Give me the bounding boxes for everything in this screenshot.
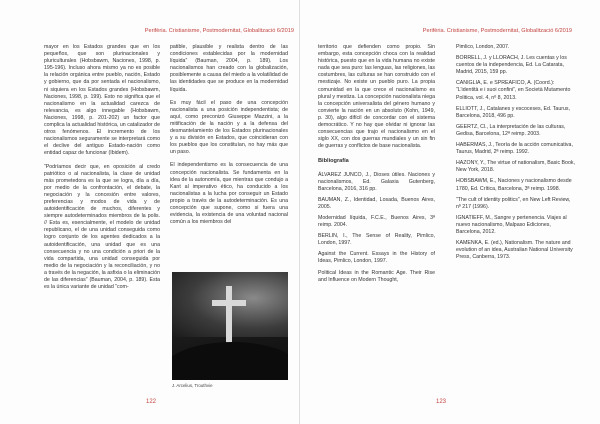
- bibliography-entry: IGNATIEFF, M., Sangre y pertenencia. Viajes al nuevo nacionalismo, Malpaso Ediciones, Barcelona, 2012.: [456, 214, 567, 235]
- bibliography-entry: KAMENKA, E. (ed.), Nationalism. The nature and evolution of an idea, Australian National University Press, Canberra, 1973.: [456, 240, 573, 261]
- bibliography-entry: HOBSBAWM, E., Naciones y nacionalismo desde 1780, Ed. Crítica, Barcelona, 3ª reimp. 1998.: [456, 178, 572, 192]
- bibliography-entry: Political Ideas in the Romantic Age. Their Rise and Influence on Modern Thought,: [318, 269, 435, 283]
- right-column-1: [318, 44, 435, 288]
- bibliography-entry: Against the Current. Essays in the History of Ideas, Pimlico, London, 1997.: [318, 251, 435, 265]
- paragraph: El independentismo es la consecuencia de una concepción nacionalista. Se fundamenta en la idea de la autonomía, que mientras que condujo a Kant al imperativo ético, ha conducido a los nacionalistas a la lucha por conseguir un Estado propio a través de la autodeterminación. Es una concepción que supone, como si fuera una evidencia, la existencia de una voluntad nacional común a los miembros del: [170, 162, 288, 226]
- bibliography-entry: BORRELL, J. y LLORACH, J. Les cuentas y los cuentos de la independencia, Ed. La Catarata, Madrid, 2015, 159 pp.: [456, 55, 567, 76]
- photo-hill: [172, 342, 288, 380]
- bibliography-entry: Modernidad líquida, F.C.E., Buenos Aires, 3ª reimp. 2004.: [318, 214, 435, 229]
- bibliography-entry: ÁLVAREZ JUNCO, J., Dioses útiles. Naciones y nacionalismos, Ed. Galaxia Gutenberg, Barcelona, 2016, 316 pp.: [318, 171, 435, 192]
- cross-photo: [172, 272, 288, 380]
- paragraph: “Podríamos decir que, en oposición al credo patriótico o al nacionalista, la clase de unidad más prometedora es la que se logra, día a día, por medio de la confrontación, el debate, la negociación y la concesión entre valores, preferencias y modos de vida y de autoidentificación de muchos, diferentes y siempre autodeterminados miembros de la polis. // Esta es, esencialmente, el modelo de unidad republicano, el de una unidad conseguida como logro conjunto de los agentes dedicados a la autoidentificación, una unidad que es una consecuencia y no una condición a priori de la vida compartida, una unidad conseguida por medio de la negociación y la reconciliación, y no a través de la negación, la asfixia o la eliminación de las diferencias” (Bauman, 2004, p. 189). Esta es la única variante de unidad “com-: [44, 163, 160, 291]
- bibliography-entry: GEERTZ, Cl., La interpretación de las culturas, Gedisa, Barcelona, 12ª reimp. 2003.: [456, 123, 566, 137]
- running-head-right: Perifèria. Cristianisme, Postmodernitat, Globalització 6/2019: [422, 28, 572, 34]
- photo-caption: J. Arcelius, Trouthvie: [172, 383, 213, 388]
- bibliography-entry: CANIGLIA, E. e SPREAFICO, A. (Coord.): “L’identità e i suoi confini”, en Società Mutamento Politica, vol. 4, nº 8, 2013.: [456, 80, 571, 101]
- bibliography-heading: Bibliografía: [318, 158, 349, 165]
- paragraph: territorio que defienden como propio. Sin embargo, esta concepción choca con la realidad histórica, puesto que en la vida humana no existe nada que sea puro: las lenguas, las religiones, las costumbres, las culturas se han construido con el mestizaje. No existe un pueblo puro. La propia comunidad en la que crece el nacionalismo es plural y mestiza. La concepción nacionalista niega la concepción universalista del género humano y convierte la nación en un absoluto (Kohn, 1949, p. 30), algo difícil de concordar con el sistema democrático. Y no hay que olvidar ni ignorar las consecuencias que trajo el nacionalismo en el siglo XX, con dos guerras mundiales y un sin fin de guerras y conflictos de base nacionalista.: [318, 44, 435, 150]
- page-number-left: 122: [146, 399, 157, 405]
- left-column-2: [170, 44, 288, 230]
- right-page: [300, 0, 600, 424]
- bibliography-entry: HAZONY, Y., The virtue of nationalism, Basic Book, New York, 2018.: [456, 160, 575, 174]
- bibliography-entry: HABERMAS, J., Teoría de la acción comunicativa, Taurus, Madrid, 2ª reimp. 1992.: [456, 142, 573, 156]
- paragraph: Es muy fácil el paso de una concepción nacionalista a una posición independentista; de aquí, como preconizó Giuseppe Mazzini, a la mitificación de la nación y a la defensa del desmantelamiento de los Estados plurinacionales y a su división en Estados, que coincidieran con los pueblos que los constituían, no hay más que un paso.: [170, 99, 288, 156]
- bibliography-entry: BERLIN, I., The Sense of Reality, Pimlico, London, 1997.: [318, 233, 435, 247]
- right-column-2: [456, 44, 576, 265]
- bibliography-entry: BAUMAN, Z., Identidad, Losada, Buenos Aires, 2005.: [318, 196, 435, 210]
- page-number-right: 123: [436, 399, 447, 405]
- bibliography-entry: ELLIOTT, J., Catalanes y escoceses, Ed. Taurus, Barcelona, 2018, 496 pp.: [456, 105, 570, 119]
- cross-horizontal-beam: [212, 300, 246, 306]
- left-column-1: [44, 44, 160, 295]
- paragraph: patible, plausible y realista dentro de las condiciones establecidas por la modernidad líquida” (Bauman, 2004, p. 189). Los nacionalismos han creado con la globalización, posiblemente a causa del miedo a la volatilidad de las identidades que se produce en la modernidad líquida.: [170, 44, 288, 93]
- bibliography-entry: “The cult of identity politics”, en New Left Review, nº 217 (1996).: [456, 196, 571, 210]
- running-head-left: Perifèria. Cristianisme, Postmodernitat, Globalització 6/2019: [144, 28, 294, 34]
- paragraph: mayor en los Estados grandes que en los pequeños, que son plurinacionales y pluriculturales (Hobsbawm, Naciones, 1998, p. 195-196). Incluso ahora mismo ya no es posible la relación orgánica entre pueblo, nación, Estado y gobierno, que da por sentada el nacionalismo, ni siquiera en los Estados grandes (Hobsbawm, Naciones, 1998, p. 199). Esto no significa que el nacionalismo en la actualidad carezca de relevancia, es algo innegable (Hobsbawm, Naciones, 1998, p. 201-202) un factor que complica la actualidad histórica, un catalizador de otros fenómenos. El incremento de los nacionalismos seguramente se interpretará como el declive del antiguo Estado-nación como entidad capaz de funcionar (Ibidem).: [44, 44, 160, 157]
- cross-vertical-beam: [226, 286, 232, 344]
- bibliography-entry: Pimlico, London, 2007.: [456, 44, 510, 50]
